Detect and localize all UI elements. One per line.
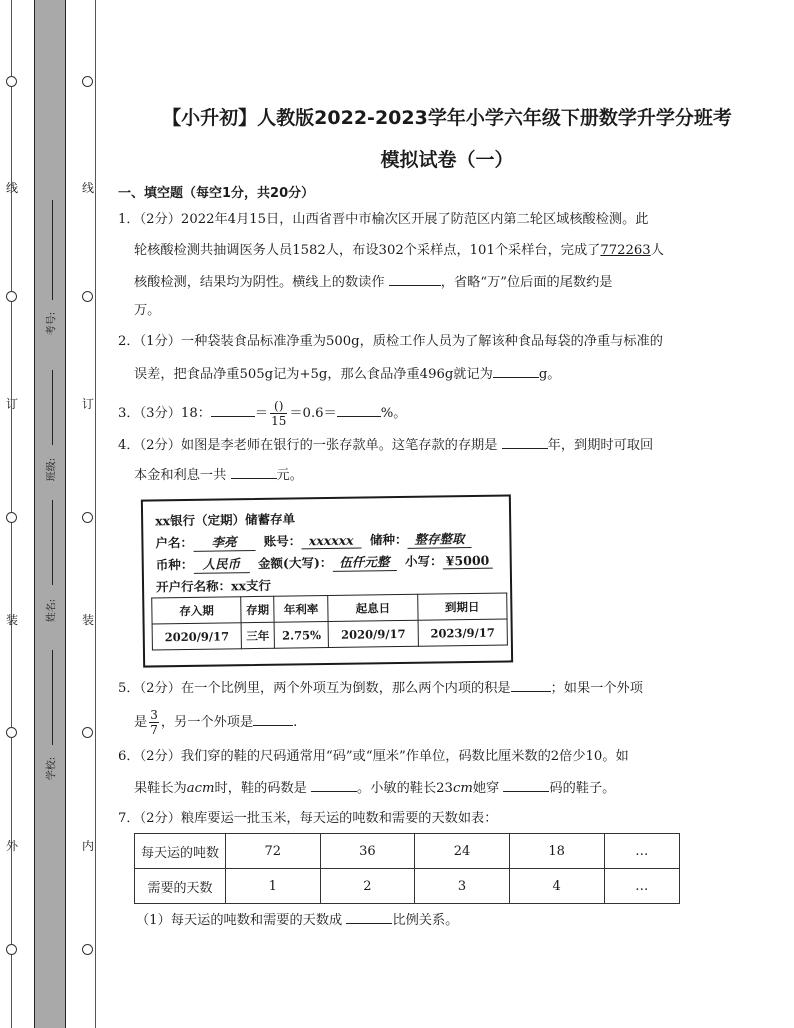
inner-binding-line — [95, 0, 96, 1028]
q5-line: 5．（2分）在一个比例里，两个外项互为倒数，那么两个内项的积是 ；如果一个外项 — [118, 678, 643, 698]
table-cell: 72 — [226, 834, 321, 869]
answer-blank[interactable] — [493, 364, 539, 378]
binding-hole — [82, 727, 93, 738]
binding-hole — [82, 944, 93, 955]
slip-header-cell: 到期日 — [417, 593, 507, 620]
table-cell: 3 — [415, 869, 510, 904]
slip-table — [151, 592, 508, 650]
binding-hole — [6, 944, 17, 955]
answer-blank[interactable] — [253, 712, 293, 726]
answer-blank[interactable] — [337, 403, 381, 417]
binding-band — [34, 0, 66, 1028]
inner-bind-char: 内 — [82, 839, 95, 853]
q7-line: 7．（2分）粮库要运一批玉米，每天运的吨数和需要的天数如表： — [118, 811, 498, 826]
table-row — [135, 869, 680, 904]
answer-blank[interactable] — [231, 465, 277, 479]
table-row — [135, 834, 680, 869]
q1-line: 轮核酸检测共抽调医务人员1582人，布设302个采样点，101个采样台，完成了772263人 — [134, 243, 664, 258]
fraction: $\frac{()}{15}$ — [271, 399, 287, 428]
slip-cell: 三年 — [241, 622, 274, 648]
section-heading: 一、填空题（每空1分，共20分） — [118, 186, 315, 201]
slip-row: 币种： 人民币 金额(大写)： 伍仟元整 小写： ¥5000 — [156, 551, 493, 575]
slip-cell: 2020/9/17 — [329, 620, 419, 647]
q1-line: 核酸检测，结果均为阴性。横线上的数读作 ，省略“万”位后面的尾数约是 — [134, 272, 613, 292]
slip-header-cell: 起息日 — [328, 594, 418, 621]
answer-blank[interactable] — [346, 910, 392, 924]
table-cell: 4 — [509, 869, 604, 904]
q2-line: 误差，把食品净重505g记为+5g，那么食品净重496g就记为 g。 — [134, 364, 561, 384]
slip-title: xx银行（定期）储蓄存单 — [155, 511, 296, 529]
q4-line: 4．（2分）如图是李老师在银行的一张存款单。这笔存款的存期是 年，到期时可取回 — [118, 435, 653, 455]
binding-hole — [6, 76, 17, 87]
deposit-slip-image — [141, 494, 513, 667]
class-label: 班级: — [46, 457, 58, 482]
class-line — [52, 370, 53, 445]
table-cell: 36 — [320, 834, 415, 869]
slip-row: 开户行名称：xx支行 — [155, 577, 272, 595]
table-cell: … — [604, 834, 680, 869]
slip-header-cell: 年利率 — [274, 595, 329, 622]
outer-bind-char: 线 — [6, 181, 19, 195]
table-cell: 1 — [226, 869, 321, 904]
slip-header-cell: 存期 — [241, 596, 274, 622]
table-cell: 2 — [320, 869, 415, 904]
table-cell: 需要的天数 — [135, 869, 226, 904]
outer-bind-char: 订 — [6, 397, 19, 411]
table-cell: 18 — [509, 834, 604, 869]
q6-line: 果鞋长为acm时，鞋的码数是 。小敏的鞋长23cm她穿 码的鞋子。 — [134, 778, 615, 798]
answer-blank[interactable] — [389, 272, 441, 286]
page-subtitle: 模拟试卷（一） — [380, 149, 514, 171]
answer-blank[interactable] — [511, 678, 551, 692]
outer-bind-char: 外 — [6, 839, 19, 853]
answer-blank[interactable] — [211, 403, 255, 417]
slip-header-cell: 存入期 — [152, 597, 242, 624]
q7-sub-line: （1）每天运的吨数和需要的天数成 比例关系。 — [136, 910, 458, 930]
q5-line: 是 $\frac{3}{7}$ ，另一个外项是 . — [134, 708, 298, 737]
slip-row: 户名： 李亮 账号： xxxxxx 储种： 整存整取 — [155, 529, 471, 552]
outer-bind-char: 装 — [6, 613, 19, 627]
binding-hole — [82, 512, 93, 523]
name-label: 姓名: — [46, 598, 58, 623]
q3-line: 3．（3分）18： ＝ $\frac{()}{15}$ ＝0.6＝ %。 — [118, 399, 407, 428]
slip-cell: 2023/9/17 — [418, 619, 508, 646]
answer-blank[interactable] — [311, 778, 357, 792]
fraction: $\frac{3}{7}$ — [150, 708, 158, 737]
table-cell: … — [604, 869, 680, 904]
q6-line: 6．（2分）我们穿的鞋的尺码通常用“码”或“厘米”作单位，码数比厘米数的2倍少10。如 — [118, 749, 629, 764]
inner-bind-char: 订 — [82, 397, 95, 411]
school-line — [52, 650, 53, 745]
exam-number-line — [52, 200, 53, 300]
table-cell: 每天运的吨数 — [135, 834, 226, 869]
answer-blank[interactable] — [503, 778, 549, 792]
exam-number-label: 考号: — [46, 311, 58, 336]
inner-bind-char: 线 — [82, 181, 95, 195]
binding-hole — [6, 512, 17, 523]
answer-blank[interactable] — [502, 435, 548, 449]
name-line — [52, 500, 53, 585]
page-title: 【小升初】人教版2022-2023学年小学六年级下册数学升学分班考 — [162, 107, 732, 129]
q2-line: 2．（1分）一种袋装食品标准净重为500g，质检工作人员为了解该种食品每袋的净重与标准的 — [118, 334, 663, 349]
binding-hole — [82, 76, 93, 87]
slip-cell: 2.75% — [274, 621, 329, 648]
q1-line: 1．（2分）2022年4月15日，山西省晋中市榆次区开展了防范区内第二轮区域核酸检测。此 — [118, 212, 649, 227]
q1-line: 万。 — [134, 303, 161, 318]
slip-cell: 2020/9/17 — [152, 623, 242, 650]
binding-hole — [6, 291, 17, 302]
table-cell: 24 — [415, 834, 510, 869]
binding-hole — [82, 291, 93, 302]
binding-hole — [6, 727, 17, 738]
inner-bind-char: 装 — [82, 613, 95, 627]
school-label: 学校: — [46, 756, 58, 781]
q7-table — [134, 833, 680, 904]
q4-line: 本金和利息一共 元。 — [134, 465, 303, 485]
